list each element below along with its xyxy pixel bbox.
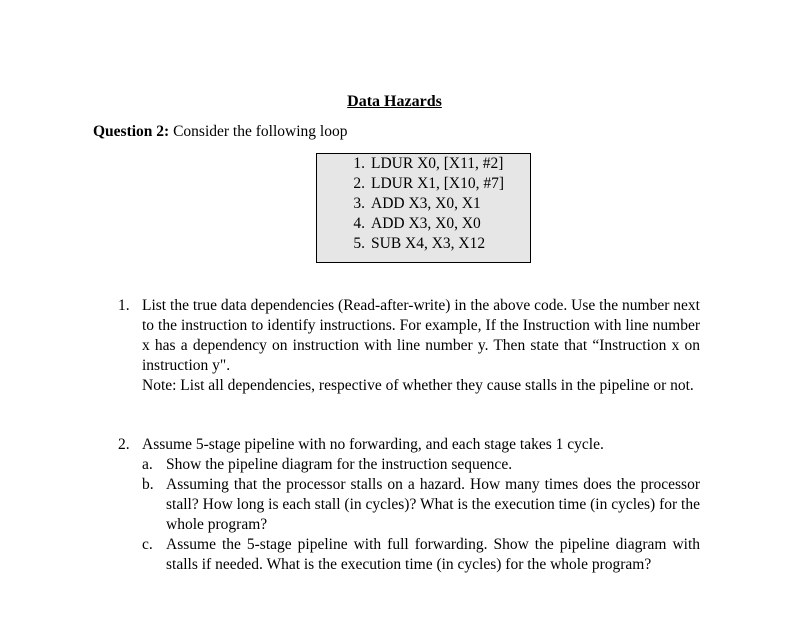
list-item-note: Note: List all dependencies, respective of whether they cause stalls in the pipeline or not. <box>142 377 694 394</box>
code-box <box>316 153 531 263</box>
list-item-text: List the true data dependencies (Read-after-write) in the above code. Use the number next to the instruction to identify instructions. For example, If the Instruction with line number x has a dependency on instruction with line number y. Then state that “Instruction x on instruction y". <box>142 297 700 374</box>
sub-item-c <box>142 535 700 575</box>
sub-item-text: Show the pipeline diagram for the instruction sequence. <box>166 456 513 473</box>
list-item-number: 1. <box>118 297 130 314</box>
question-label: Question 2: <box>93 123 170 140</box>
sub-item-letter: b. <box>142 476 154 493</box>
page-title: Data Hazards <box>347 93 442 110</box>
code-line-number: 4. <box>353 215 365 232</box>
question-text: Consider the following loop <box>169 123 348 140</box>
list-item-body <box>142 435 700 575</box>
code-line-text: LDUR X0, [X11, #2] <box>371 155 504 172</box>
code-line-text: ADD X3, X0, X0 <box>371 215 481 232</box>
sub-item-a <box>142 455 700 475</box>
question-heading <box>93 122 347 142</box>
list-item-text: Assume 5-stage pipeline with no forwarding, and each stage takes 1 cycle. <box>142 436 604 453</box>
sub-item-letter: a. <box>142 456 153 473</box>
code-line-number: 5. <box>353 235 365 252</box>
sub-item-text: Assume the 5-stage pipeline with full forwarding. Show the pipeline diagram with stalls if needed. What is the execution time (in cycles) for the whole program? <box>166 536 700 573</box>
sub-item-text: Assuming that the processor stalls on a hazard. How many times does the processor stall? How long is each stall (in cycles)? What is the execution time (in cycles) for the whole program? <box>166 476 700 533</box>
list-item-body <box>142 296 700 396</box>
sub-item-letter: c. <box>142 536 153 553</box>
code-line-number: 3. <box>353 195 365 212</box>
list-item-number: 2. <box>118 436 130 453</box>
code-line-number: 1. <box>353 155 365 172</box>
code-line-text: SUB X4, X3, X12 <box>371 235 486 252</box>
code-line-number: 2. <box>353 175 365 192</box>
sub-item-b <box>142 475 700 535</box>
code-line-text: LDUR X1, [X10, #7] <box>371 175 505 192</box>
code-line-text: ADD X3, X0, X1 <box>371 195 481 212</box>
